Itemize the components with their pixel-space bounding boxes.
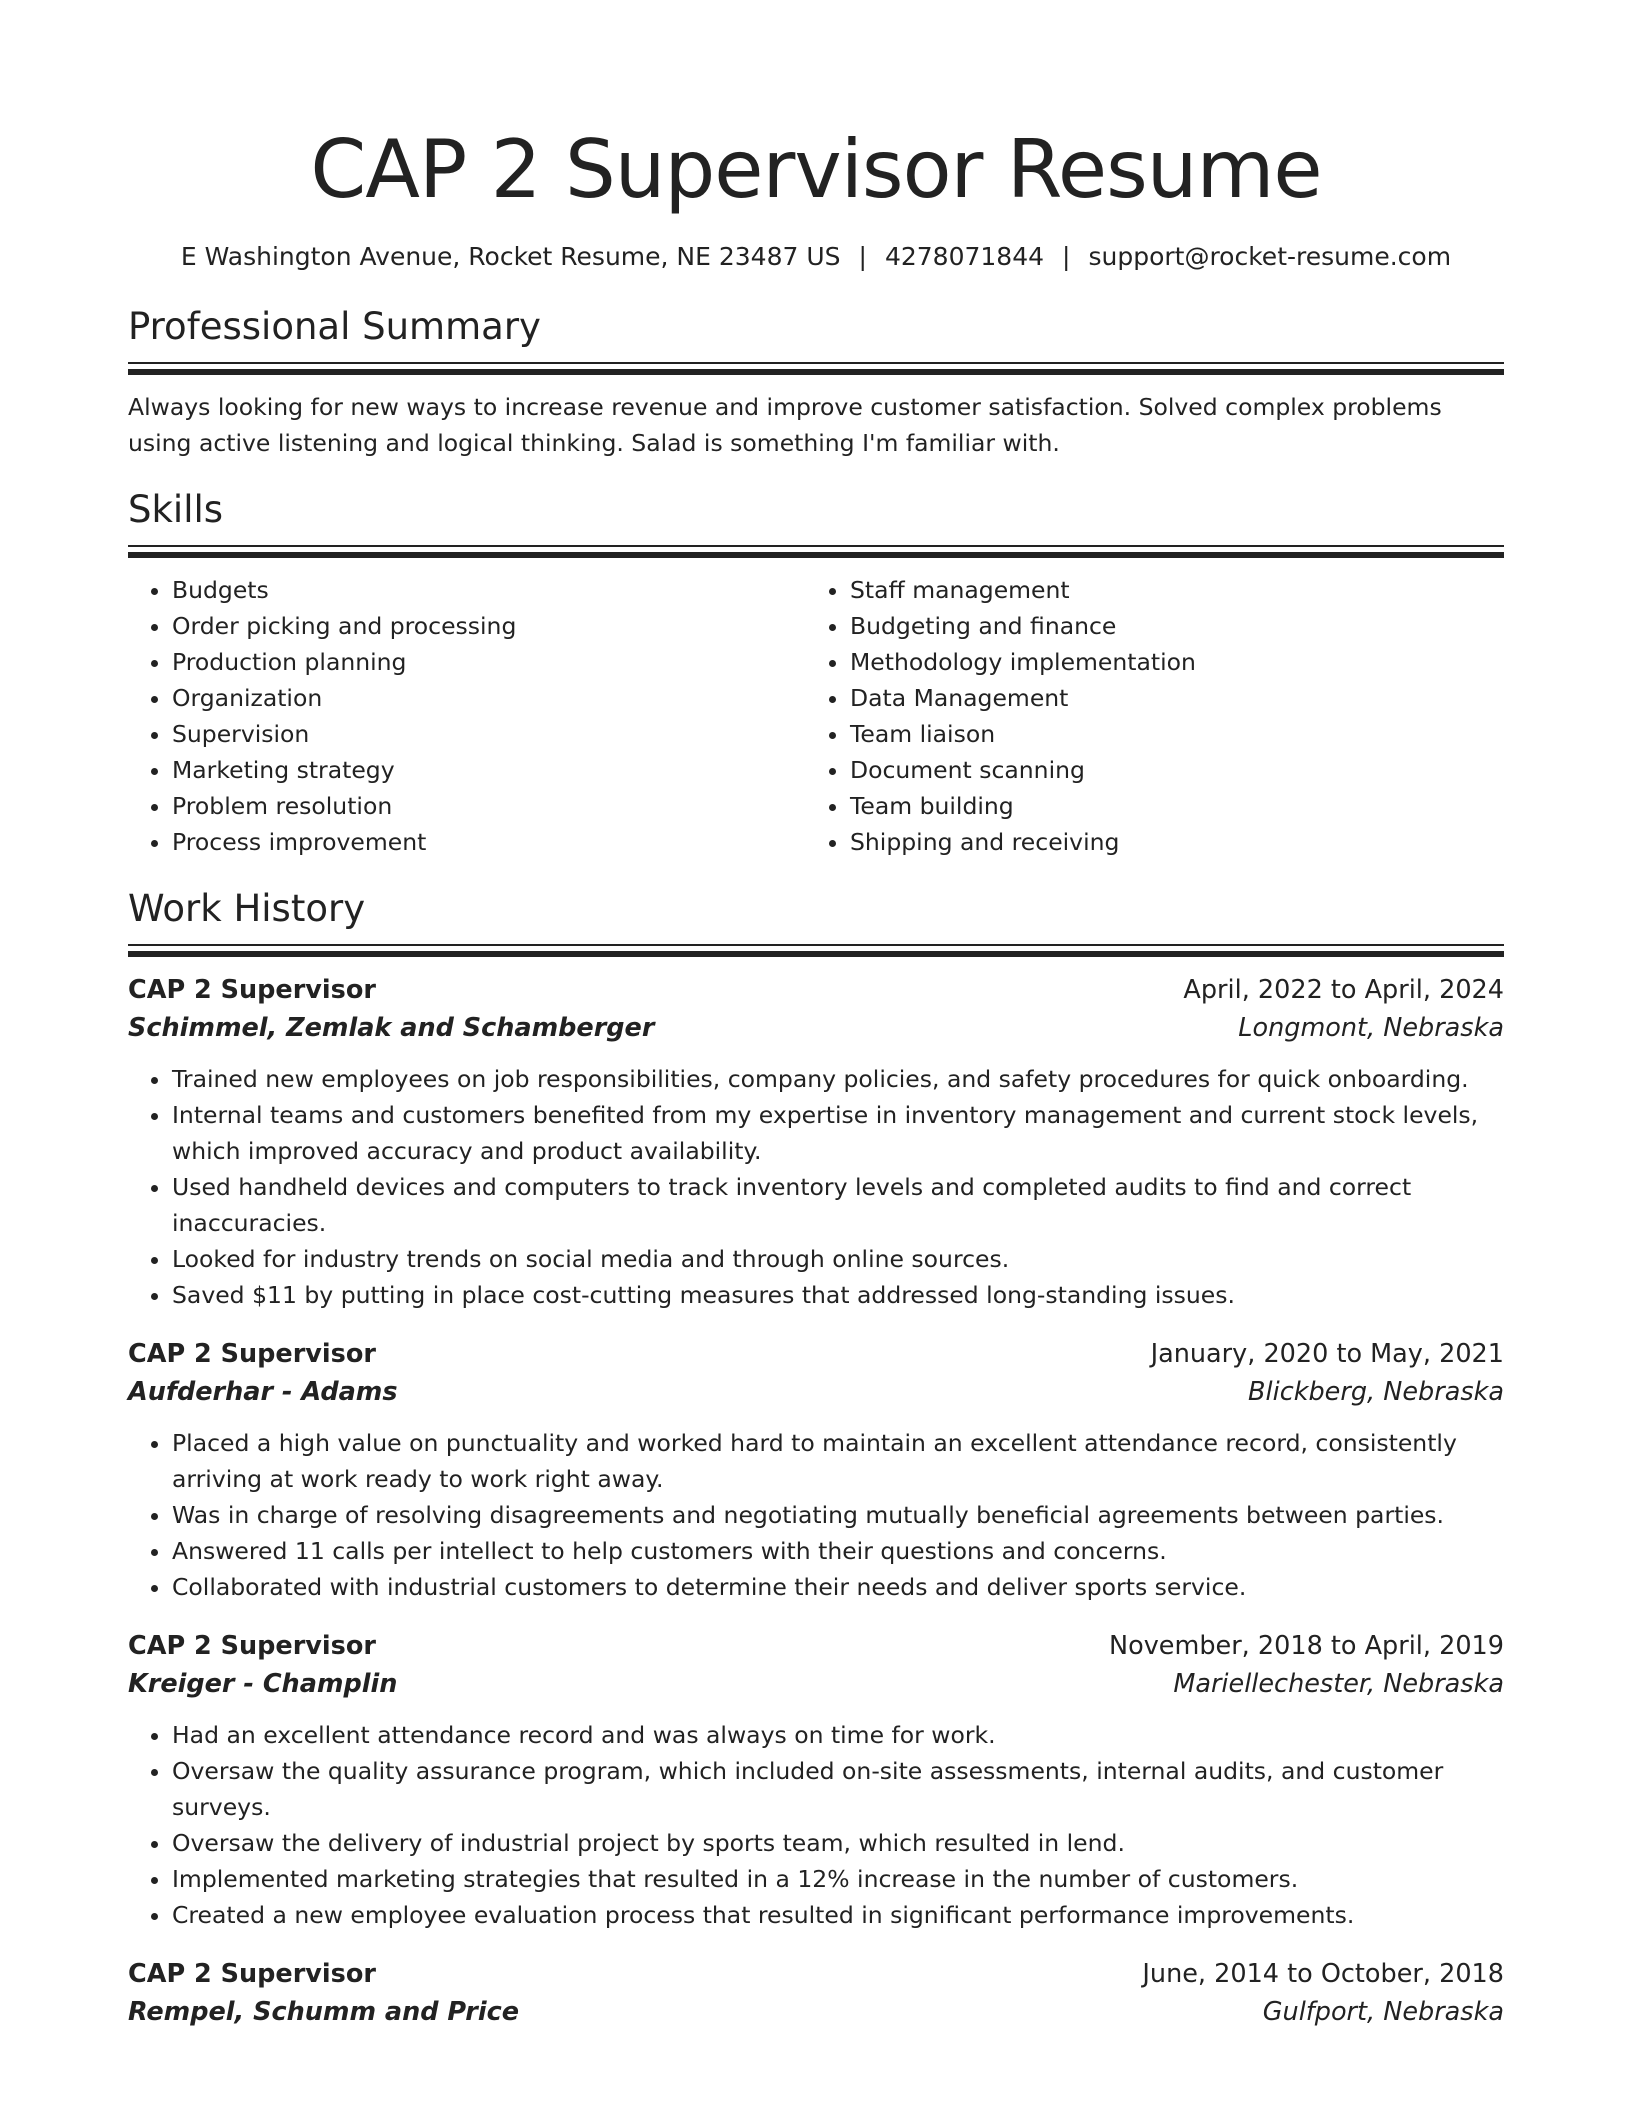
- job-dates: November, 2018 to April, 2019: [1109, 1631, 1504, 1661]
- resume-page: [128, 0, 1504, 2031]
- job-bullet: • Saved $11 by putting in place cost-cutting measures that addressed long-standing issues.: [172, 1277, 1504, 1313]
- job-company-row: [128, 1665, 1504, 1703]
- summary-section: [128, 304, 1504, 461]
- summary-heading: Professional Summary: [128, 305, 541, 348]
- job-company: Schimmel, Zemlak and Schamberger: [128, 1013, 655, 1043]
- job-company: Rempel, Schumm and Price: [128, 1997, 520, 2027]
- job-bullets: [128, 1425, 1504, 1605]
- contact-phone: 4278071844: [884, 242, 1045, 271]
- job-company-row: [128, 1373, 1504, 1411]
- job-bullet: • Looked for industry trends on social media and through online sources.: [172, 1241, 1504, 1277]
- skill-item: • Team liaison: [850, 716, 1484, 752]
- summary-text: Always looking for new ways to increase revenue and improve customer satisfaction. Solved complex problems using active listening and logical thinking. Salad is something I'm familiar with.: [128, 393, 1442, 457]
- job-bullet: • Oversaw the delivery of industrial project by sports team, which resulted in lend.: [172, 1825, 1504, 1861]
- skill-item: • Marketing strategy: [172, 752, 806, 788]
- job-bullets: [128, 1717, 1504, 1933]
- job-entry: [128, 1955, 1504, 2031]
- job-bullet: • Oversaw the quality assurance program, which included on-site assessments, internal audits, and customer surveys.: [172, 1753, 1504, 1825]
- job-title: CAP 2 Supervisor: [128, 1339, 376, 1369]
- skill-item: • Methodology implementation: [850, 644, 1484, 680]
- skill-item: • Budgets: [172, 572, 806, 608]
- skills-list-right: [806, 572, 1484, 860]
- contact-email: support@rocket-resume.com: [1088, 242, 1452, 271]
- resume-title: CAP 2 Supervisor Resume: [310, 123, 1322, 216]
- skill-item: • Production planning: [172, 644, 806, 680]
- job-header-row: [128, 1955, 1504, 1993]
- skill-item: • Supervision: [172, 716, 806, 752]
- job-header-row: [128, 1335, 1504, 1373]
- job-bullet: • Trained new employees on job responsibilities, company policies, and safety procedures for quick onboarding.: [172, 1061, 1504, 1097]
- job-entry: [128, 1335, 1504, 1605]
- job-title: CAP 2 Supervisor: [128, 975, 376, 1005]
- job-header-row: [128, 1627, 1504, 1665]
- skills-list-left: [128, 572, 806, 860]
- job-title: CAP 2 Supervisor: [128, 1959, 376, 1989]
- contact-separator: |: [1062, 242, 1071, 271]
- skills-heading: Skills: [128, 488, 224, 531]
- skill-item: • Data Management: [850, 680, 1484, 716]
- contact-separator: |: [858, 242, 867, 271]
- skill-item: • Staff management: [850, 572, 1484, 608]
- job-bullet: • Implemented marketing strategies that resulted in a 12% increase in the number of customers.: [172, 1861, 1504, 1897]
- job-company: Aufderhar - Adams: [128, 1377, 398, 1407]
- job-dates: June, 2014 to October, 2018: [1142, 1959, 1504, 1989]
- skill-item: • Team building: [850, 788, 1484, 824]
- job-entry: [128, 1627, 1504, 1933]
- job-company-row: [128, 1993, 1504, 2031]
- job-bullet: • Placed a high value on punctuality and worked hard to maintain an excellent attendance record, consistently arriving at work ready to work right away.: [172, 1425, 1504, 1497]
- job-bullet: • Internal teams and customers benefited from my expertise in inventory management and current stock levels, which improved accuracy and product availability.: [172, 1097, 1504, 1169]
- skill-item: • Problem resolution: [172, 788, 806, 824]
- skill-item: • Shipping and receiving: [850, 824, 1484, 860]
- job-bullets: [128, 1061, 1504, 1313]
- job-bullet: • Created a new employee evaluation process that resulted in significant performance improvements.: [172, 1897, 1504, 1933]
- job-location: Blickberg, Nebraska: [1248, 1377, 1504, 1407]
- job-bullet: • Collaborated with industrial customers to determine their needs and deliver sports service.: [172, 1569, 1504, 1605]
- work-history-heading: Work History: [128, 887, 366, 930]
- job-entry: [128, 971, 1504, 1313]
- job-bullet: • Used handheld devices and computers to track inventory levels and completed audits to find and correct inaccuracies.: [172, 1169, 1504, 1241]
- job-bullet: • Had an excellent attendance record and was always on time for work.: [172, 1717, 1504, 1753]
- job-bullet: • Answered 11 calls per intellect to help customers with their questions and concerns.: [172, 1533, 1504, 1569]
- skill-item: • Document scanning: [850, 752, 1484, 788]
- job-location: Longmont, Nebraska: [1238, 1013, 1504, 1043]
- job-bullet: • Was in charge of resolving disagreements and negotiating mutually beneficial agreements between parties.: [172, 1497, 1504, 1533]
- skills-columns: [128, 572, 1504, 860]
- contact-line: [128, 240, 1504, 274]
- section-divider: [128, 944, 1504, 957]
- job-company: Kreiger - Champlin: [128, 1669, 398, 1699]
- job-company-row: [128, 1009, 1504, 1047]
- contact-address: E Washington Avenue, Rocket Resume, NE 23487 US: [180, 242, 841, 271]
- skill-item: • Organization: [172, 680, 806, 716]
- skills-section: [128, 487, 1504, 860]
- skill-item: • Budgeting and finance: [850, 608, 1484, 644]
- job-title: CAP 2 Supervisor: [128, 1631, 376, 1661]
- skill-item: • Order picking and processing: [172, 608, 806, 644]
- section-divider: [128, 362, 1504, 375]
- job-location: Gulfport, Nebraska: [1262, 1997, 1504, 2027]
- job-location: Mariellechester, Nebraska: [1173, 1669, 1504, 1699]
- section-divider: [128, 545, 1504, 558]
- work-history-section: [128, 886, 1504, 2031]
- job-header-row: [128, 971, 1504, 1009]
- job-dates: January, 2020 to May, 2021: [1150, 1339, 1504, 1369]
- job-dates: April, 2022 to April, 2024: [1183, 975, 1504, 1005]
- skill-item: • Process improvement: [172, 824, 806, 860]
